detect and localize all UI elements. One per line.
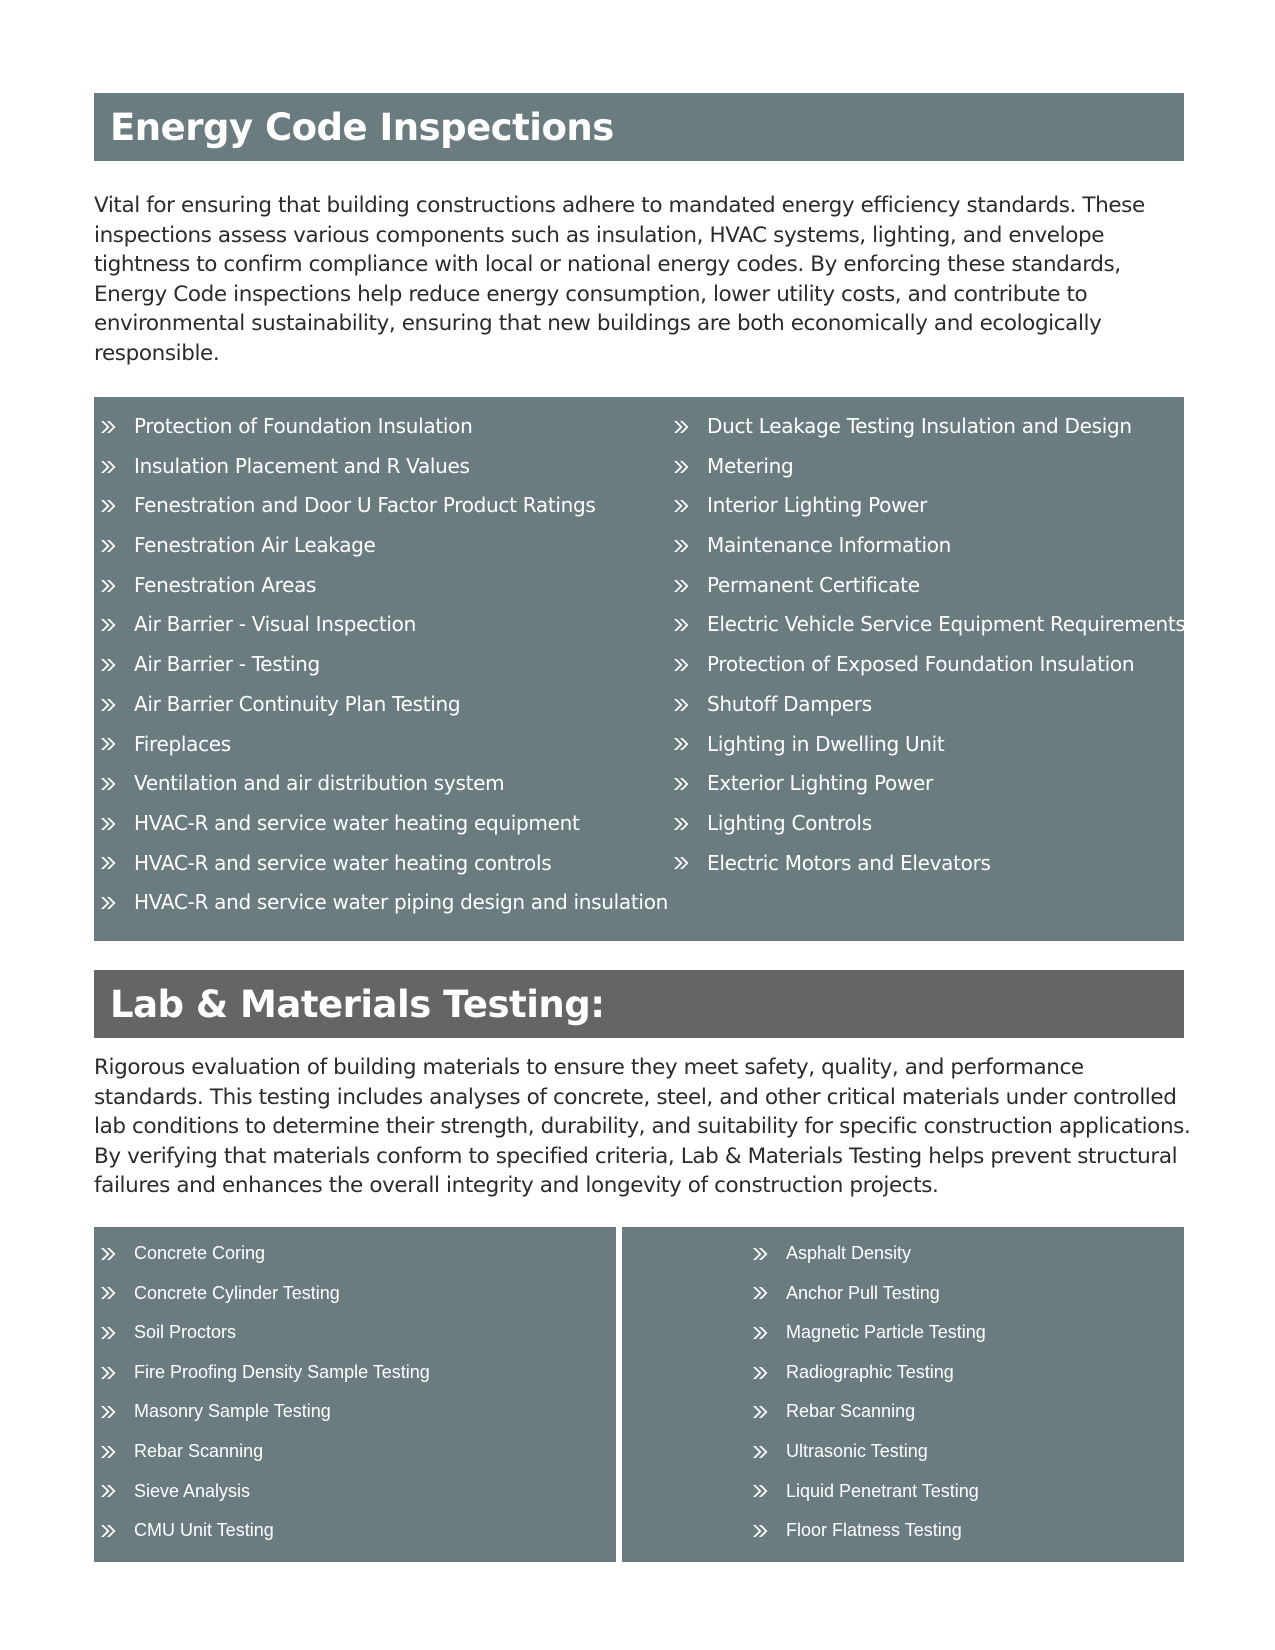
double-chevron-right-icon	[100, 1484, 116, 1498]
double-chevron-right-icon	[100, 1366, 116, 1380]
checklist-item	[134, 1274, 430, 1314]
checklist-item	[134, 645, 668, 685]
checklist-item	[134, 566, 668, 606]
checklist-item-label: Interior Lighting Power	[707, 493, 928, 518]
checklist-item-label: Concrete Coring	[134, 1243, 266, 1263]
checklist-item	[134, 883, 668, 923]
double-chevron-right-icon	[673, 698, 689, 712]
checklist-item	[786, 1234, 986, 1274]
checklist-item-label: Fireplaces	[134, 731, 231, 756]
double-chevron-right-icon	[100, 460, 116, 474]
checklist-item	[786, 1313, 986, 1353]
checklist-item	[134, 526, 668, 566]
energy-section-header	[94, 93, 1184, 161]
checklist-item	[707, 764, 1186, 804]
checklist-item	[707, 526, 1186, 566]
checklist-item-label: Protection of Foundation Insulation	[134, 414, 473, 438]
checklist-item	[707, 486, 1186, 526]
lab-section-header	[94, 970, 1184, 1038]
energy-intro-paragraph: Vital for ensuring that building constructions adhere to mandated energy efficiency standards. These inspections assess various components such as insulation, HVAC systems, lighting, and envelope tightness to confirm compliance with local or national energy codes. By enforcing these standards, Energy Code inspections help reduce energy consumption, lower utility costs, and contribute to environmental sustainability, ensuring that new buildings are both economically and ecologically responsible.	[94, 193, 1145, 366]
checklist-item-label: Metering	[707, 453, 794, 478]
double-chevron-right-icon	[752, 1286, 768, 1300]
checklist-item	[134, 1472, 430, 1512]
double-chevron-right-icon	[100, 499, 116, 513]
checklist-item	[707, 725, 1186, 765]
checklist-item-label: Lighting Controls	[707, 810, 872, 835]
checklist-item	[786, 1274, 986, 1314]
double-chevron-right-icon	[100, 896, 116, 910]
double-chevron-right-icon	[100, 658, 116, 672]
checklist-item	[134, 1313, 430, 1353]
checklist-item	[786, 1511, 986, 1551]
checklist-item-label: Fenestration Areas	[134, 572, 317, 597]
double-chevron-right-icon	[752, 1326, 768, 1340]
checklist-item-label: Radiographic Testing	[786, 1361, 954, 1382]
checklist-item-label: Permanent Certificate	[707, 572, 920, 597]
checklist-item-label: HVAC-R and service water heating equipment	[134, 810, 580, 835]
checklist-item-label: Duct Leakage Testing Insulation and Design	[707, 414, 1132, 438]
checklist-item-label: Anchor Pull Testing	[786, 1282, 940, 1303]
checklist-item	[786, 1472, 986, 1512]
checklist-item-label: Concrete Cylinder Testing	[134, 1282, 340, 1303]
checklist-item	[707, 605, 1186, 645]
lab-checklist-right	[786, 1234, 986, 1551]
checklist-item-label: Protection of Exposed Foundation Insulation	[707, 652, 1135, 677]
double-chevron-right-icon	[673, 856, 689, 870]
double-chevron-right-icon	[673, 579, 689, 593]
checklist-item-label: Floor Flatness Testing	[786, 1520, 962, 1541]
checklist-item-label: Asphalt Density	[786, 1243, 912, 1263]
checklist-item	[786, 1432, 986, 1472]
checklist-item-label: Ventilation and air distribution system	[134, 771, 505, 796]
checklist-item-label: Insulation Placement and R Values	[134, 453, 470, 478]
checklist-item-label: Fenestration and Door U Factor Product Ratings	[134, 493, 596, 518]
checklist-item-label: Masonry Sample Testing	[134, 1401, 331, 1422]
double-chevron-right-icon	[100, 737, 116, 751]
checklist-item-label: Rebar Scanning	[134, 1440, 264, 1461]
double-chevron-right-icon	[673, 737, 689, 751]
checklist-item	[134, 605, 668, 645]
checklist-item	[707, 447, 1186, 487]
checklist-item-label: Rebar Scanning	[786, 1401, 916, 1422]
double-chevron-right-icon	[752, 1484, 768, 1498]
checklist-item-label: Maintenance Information	[707, 533, 952, 558]
double-chevron-right-icon	[673, 499, 689, 513]
checklist-item-label: Air Barrier - Testing	[134, 652, 320, 677]
checklist-item	[707, 566, 1186, 606]
checklist-item	[786, 1392, 986, 1432]
checklist-item-label: Sieve Analysis	[134, 1480, 251, 1501]
double-chevron-right-icon	[673, 539, 689, 553]
double-chevron-right-icon	[100, 856, 116, 870]
energy-section-title: Energy Code Inspections	[110, 105, 614, 149]
lab-section-title: Lab & Materials Testing:	[110, 982, 605, 1026]
checklist-item-label: Soil Proctors	[134, 1322, 237, 1343]
double-chevron-right-icon	[100, 1286, 116, 1300]
double-chevron-right-icon	[673, 817, 689, 831]
checklist-item	[134, 725, 668, 765]
double-chevron-right-icon	[100, 579, 116, 593]
double-chevron-right-icon	[673, 618, 689, 632]
checklist-item	[786, 1353, 986, 1393]
checklist-item-label: Shutoff Dampers	[707, 691, 872, 716]
checklist-item	[134, 1234, 430, 1274]
checklist-item	[134, 447, 668, 487]
checklist-item	[707, 804, 1186, 844]
checklist-item-label: Lighting in Dwelling Unit	[707, 731, 945, 756]
checklist-item-label: Fire Proofing Density Sample Testing	[134, 1361, 430, 1382]
checklist-item-label: Electric Vehicle Service Equipment Requirements	[707, 612, 1186, 637]
checklist-item	[134, 844, 668, 884]
energy-checklist-left	[134, 407, 668, 923]
double-chevron-right-icon	[673, 777, 689, 791]
double-chevron-right-icon	[752, 1366, 768, 1380]
double-chevron-right-icon	[100, 777, 116, 791]
checklist-item	[134, 764, 668, 804]
double-chevron-right-icon	[100, 539, 116, 553]
checklist-item-label: Electric Motors and Elevators	[707, 850, 991, 875]
double-chevron-right-icon	[673, 460, 689, 474]
checklist-item-label: Air Barrier Continuity Plan Testing	[134, 691, 461, 716]
checklist-item	[134, 685, 668, 725]
checklist-item-label: Ultrasonic Testing	[786, 1440, 928, 1461]
checklist-item	[134, 1511, 430, 1551]
checklist-item-label: HVAC-R and service water piping design and insulation	[134, 890, 669, 915]
checklist-item-label: HVAC-R and service water heating controls	[134, 850, 552, 875]
double-chevron-right-icon	[752, 1247, 768, 1261]
double-chevron-right-icon	[100, 1445, 116, 1459]
lab-checklist-left	[134, 1234, 430, 1551]
checklist-item	[134, 1353, 430, 1393]
checklist-item	[707, 685, 1186, 725]
double-chevron-right-icon	[100, 1247, 116, 1261]
double-chevron-right-icon	[752, 1405, 768, 1419]
checklist-item	[707, 844, 1186, 884]
checklist-item	[134, 1392, 430, 1432]
checklist-item-label: Magnetic Particle Testing	[786, 1322, 986, 1343]
checklist-item	[134, 407, 668, 447]
checklist-item-label: Liquid Penetrant Testing	[786, 1480, 979, 1501]
checklist-item-label: Air Barrier - Visual Inspection	[134, 612, 416, 637]
double-chevron-right-icon	[100, 817, 116, 831]
double-chevron-right-icon	[100, 1405, 116, 1419]
checklist-item	[134, 486, 668, 526]
energy-checklist-right	[707, 407, 1186, 883]
lab-intro-paragraph: Rigorous evaluation of building materials to ensure they meet safety, quality, and performance standards. This testing includes analyses of concrete, steel, and other critical materials under controlled lab conditions to determine their strength, durability, and suitability for specific construction applications. By verifying that materials conform to specified criteria, Lab & Materials Testing helps prevent structural failures and enhances the overall integrity and longevity of construction projects.	[94, 1055, 1191, 1198]
checklist-item	[134, 1432, 430, 1472]
double-chevron-right-icon	[752, 1524, 768, 1538]
checklist-item	[707, 407, 1186, 447]
checklist-item-label: Exterior Lighting Power	[707, 771, 933, 796]
double-chevron-right-icon	[752, 1445, 768, 1459]
double-chevron-right-icon	[100, 698, 116, 712]
checklist-item	[134, 804, 668, 844]
checklist-item-label: CMU Unit Testing	[134, 1520, 274, 1541]
checklist-item	[707, 645, 1186, 685]
double-chevron-right-icon	[100, 618, 116, 632]
double-chevron-right-icon	[100, 1524, 116, 1538]
double-chevron-right-icon	[100, 420, 116, 434]
double-chevron-right-icon	[673, 420, 689, 434]
double-chevron-right-icon	[673, 658, 689, 672]
checklist-item-label: Fenestration Air Leakage	[134, 533, 376, 558]
double-chevron-right-icon	[100, 1326, 116, 1340]
